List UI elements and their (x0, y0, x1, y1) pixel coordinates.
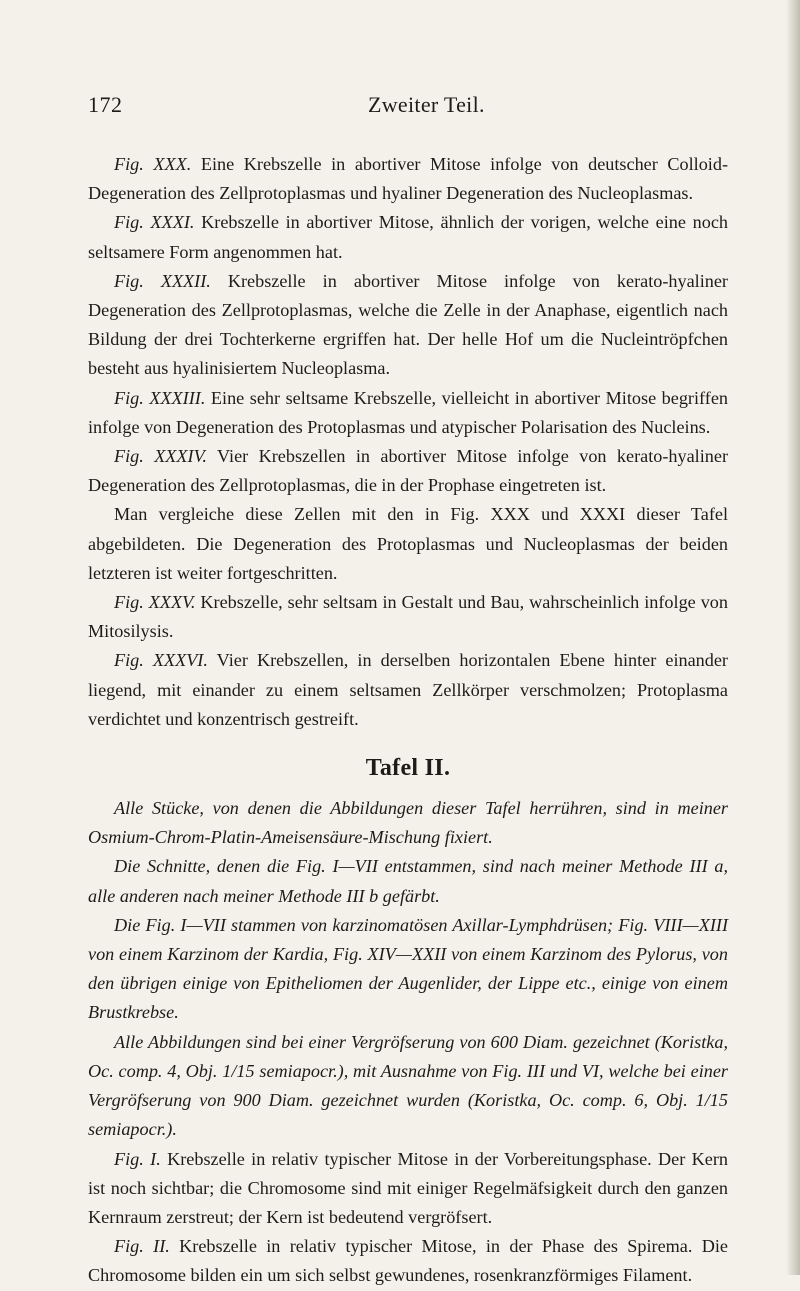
paragraph-text: Krebszelle, sehr seltsam in Gestalt und Bau, wahrscheinlich infolge von Mitosilysis. (88, 592, 728, 642)
page-edge-shadow (786, 0, 800, 1275)
paragraph-fig-xxx (88, 150, 728, 208)
figure-label: Fig. XXXIV. (114, 446, 207, 467)
paragraph-fig-xxxi (88, 208, 728, 266)
page-body (88, 150, 728, 1291)
figure-label: Fig. I. (114, 1148, 161, 1169)
figure-label: Fig. XXXVI. (114, 650, 208, 671)
note-paragraph: Alle Abbildungen sind bei einer Vergröfserung von 600 Diam. gezeichnet (Koristka, Oc. comp. 4, Obj. 1/15 semiapocr.), mit Ausnahme von Fig. III und VI, welche bei einer Vergröfserung von 900 Diam. gezeichnet wurden (Koristka, Oc. comp. 6, Obj. 1/15 semiapocr.). (88, 1031, 728, 1140)
paragraph-fig-xxxiv (88, 442, 728, 500)
running-head: Zweiter Teil. (368, 92, 485, 117)
figure-label: Fig. XXX. (114, 154, 192, 174)
paragraph-fig-xxxiii (88, 384, 728, 442)
paragraph-fig-xxxvi (88, 646, 728, 734)
figure-label: Fig. XXXII. (114, 270, 211, 291)
note-paragraph: Alle Stücke, von denen die Abbildungen dieser Tafel herrühren, sind in meiner Osmium-Chrom-Platin-Ameisensäure-Mischung fixiert. (88, 798, 728, 848)
paragraph-fig-xxxv (88, 588, 728, 646)
paragraph-text: Krebszelle in abortiver Mitose, ähnlich der vorigen, welche eine noch seltsamere Form angenommen hat. (88, 212, 728, 262)
page-header (88, 92, 728, 120)
figure-label: Fig. XXXIII. (114, 387, 206, 408)
figure-label: Fig. II. (114, 1236, 170, 1257)
paragraph-text: Krebszelle in relativ typischer Mitose, in der Phase des Spirema. Die Chromosome bilden ein um sich selbst gewundenes, rosenkranzförmiges Filament. (88, 1236, 728, 1286)
paragraph-text: Krebszelle in relativ typischer Mitose in der Vorbereitungsphase. Der Kern ist noch sichtbar; die Chromosome sind mit einiger Regelmäfsigkeit durch den ganzen Kernraum zerstreut; der Kern ist bedeutend vergröfsert. (88, 1148, 728, 1227)
page-number: 172 (88, 92, 123, 117)
figure-label: Fig. XXXI. (114, 212, 195, 233)
paragraph-text: Vier Krebszellen, in derselben horizontalen Ebene hinter einander liegend, mit einander zu einem seltsamen Zellkörper verschmolzen; Protoplasma verdichtet und konzentrisch gestreift. (88, 650, 728, 729)
paragraph-fig-xxxii (88, 267, 728, 384)
paragraph-text: Man vergleiche diese Zellen mit den in Fig. XXX und XXXI dieser Tafel abgebildeten. Die Degeneration des Protoplasmas und Nucleoplasmas der beiden letzteren ist weiter fortgeschritten. (88, 504, 728, 583)
paragraph-text: Eine sehr seltsame Krebszelle, vielleicht in abortiver Mitose begriffen infolge von Degeneration des Protoplasmas und atypischer Polarisation des Nucleins. (88, 387, 728, 437)
paragraph-comparison (88, 500, 728, 588)
paragraph-fig-ii (88, 1232, 728, 1290)
paragraph-text: Eine Krebszelle in abortiver Mitose infolge von deutscher Colloid-Degeneration des Zellprotoplasmas und hyaliner Degeneration des Nucleoplasmas. (88, 154, 728, 204)
figure-label: Fig. XXXV. (114, 592, 196, 613)
paragraph-text: Krebszelle in abortiver Mitose infolge von kerato-hyaliner Degeneration des Zellprotoplasmas, welche die Zelle in der Anaphase, eigentlich nach Bildung der drei Tochterkerne ergriffen hat. Der helle Hof um die Nucleintröpfchen besteht aus hyalinisiertem Nucleoplasma. (88, 270, 728, 379)
paragraph-text: Vier Krebszellen in abortiver Mitose infolge von kerato-hyaliner Degeneration des Zellprotoplasmas, die in der Prophase eingetreten ist. (88, 446, 729, 496)
section-title: Tafel II. (365, 755, 451, 782)
paragraph-fig-i (88, 1145, 728, 1233)
tafel-notes (88, 794, 728, 1144)
note-paragraph: Die Fig. I—VII stammen von karzinomatösen Axillar-Lymphdrüsen; Fig. VIII—XIII von einem Karzinom der Kardia, Fig. XIV—XXII von einem Karzinom des Pylorus, von den übrigen einige von Epitheliomen der Augenlider, der Lippe etc., einige von einem Brustkrebse. (88, 914, 728, 1023)
note-paragraph: Die Schnitte, denen die Fig. I—VII entstammen, sind nach meiner Methode III a, alle anderen nach meiner Methode III b gefärbt. (88, 856, 728, 906)
